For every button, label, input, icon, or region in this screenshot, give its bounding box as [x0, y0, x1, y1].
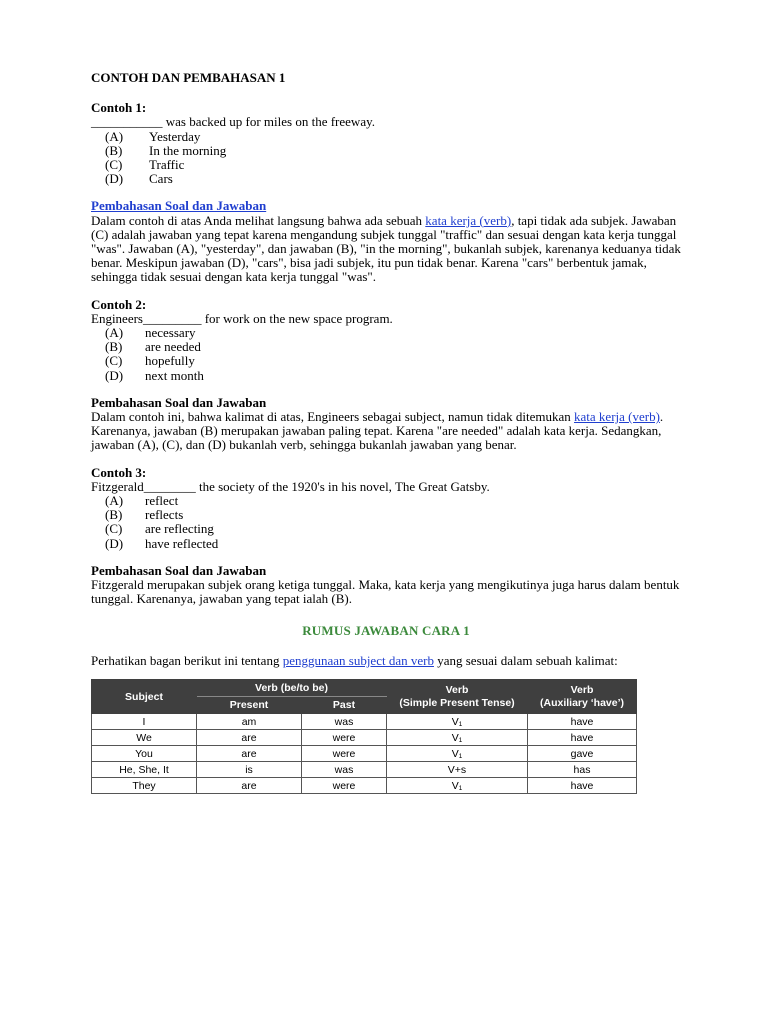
rumus-intro: Perhatikan bagan berikut ini tentang penggunaan subject dan verb yang sesuai dalam sebuah kalimat: [91, 652, 618, 668]
example-2-option-c: (C) hopefully [105, 353, 195, 369]
table-row [92, 746, 637, 762]
cell: was [302, 714, 387, 730]
example-1-option-d: (D) Cars [105, 171, 173, 187]
subject-verb-link[interactable]: penggunaan subject dan verb [282, 652, 434, 668]
header-past: Past [302, 697, 387, 714]
example-1-question: ___________ was backed up for miles on the freeway. [91, 114, 375, 130]
example-3-option-c: (C) are reflecting [105, 521, 214, 537]
example-3-option-d: (D) have reflected [105, 535, 219, 551]
cell: gave [528, 746, 637, 762]
cell: have [528, 730, 637, 746]
cell: V+s [387, 762, 528, 778]
subject-verb-table [91, 679, 637, 794]
cell: are [197, 746, 302, 762]
cell: were [302, 746, 387, 762]
example-3-option-a: (A) reflect [105, 493, 179, 509]
example-3-label: Contoh 3: [91, 464, 147, 480]
cell: have [528, 714, 637, 730]
verb-link[interactable]: kata kerja (verb) [425, 212, 512, 228]
header-verb-aux: Verb (Auxiliary ‘have’) [528, 679, 637, 713]
example-3-option-b: (B) reflects [105, 507, 184, 523]
cell: V₁ [387, 746, 528, 762]
document-page [91, 71, 681, 794]
example-2-discussion: Dalam contoh ini, bahwa kalimat di atas, Engineers sebagai subject, namun tidak ditemukan kata kerja (verb). Karenanya, jawaban (B) merupakan jawaban paling tepat. Karena "are needed" adalah kata kerja. Sedangkan, jawaban (A), (C), dan (D) bukanlah verb, sehingga bukanlah jawaban yang benar. [91, 409, 664, 453]
cell: V₁ [387, 778, 528, 794]
example-2-option-b: (B) are needed [105, 339, 201, 355]
cell: have [528, 778, 637, 794]
table-row [92, 730, 637, 746]
cell: was [302, 762, 387, 778]
cell: were [302, 778, 387, 794]
example-1-option-a: (A) Yesterday [105, 128, 201, 144]
cell: has [528, 762, 637, 778]
example-2-question: Engineers_________ for work on the new space program. [91, 310, 393, 326]
cell: He, She, It [92, 762, 197, 778]
cell: They [92, 778, 197, 794]
header-present: Present [197, 697, 302, 714]
example-2-label: Contoh 2: [91, 296, 147, 312]
cell: We [92, 730, 197, 746]
cell: are [197, 730, 302, 746]
header-verb-simple: Verb (Simple Present Tense) [387, 679, 528, 713]
cell: I [92, 714, 197, 730]
page-title: CONTOH DAN PEMBAHASAN 1 [91, 70, 286, 85]
table-row [92, 714, 637, 730]
cell: V₁ [387, 714, 528, 730]
cell: am [197, 714, 302, 730]
cell: are [197, 778, 302, 794]
table-row [92, 762, 637, 778]
header-subject: Subject [92, 679, 197, 713]
example-3-question: Fitzgerald________ the society of the 1920's in his novel, The Great Gatsby. [91, 478, 490, 494]
verb-link-2[interactable]: kata kerja (verb) [574, 409, 660, 425]
example-3-discussion: Fitzgerald merupakan subjek orang ketiga tunggal. Maka, kata kerja yang mengikutinya juga harus dalam bentuk tunggal. Karenanya, jawaban yang tepat ialah (B). [91, 577, 680, 607]
cell: You [92, 746, 197, 762]
example-3-discussion-title: Pembahasan Soal dan Jawaban [91, 562, 267, 578]
example-1-option-b: (B) In the morning [105, 142, 227, 158]
cell: is [197, 762, 302, 778]
example-2-option-d: (D) next month [105, 367, 204, 383]
example-2-discussion-title: Pembahasan Soal dan Jawaban [91, 394, 267, 410]
example-1-label: Contoh 1: [91, 100, 147, 116]
cell: were [302, 730, 387, 746]
example-1-option-c: (C) Traffic [105, 157, 185, 173]
header-verb-be: Verb (be/to be) [197, 679, 387, 696]
table-row [92, 778, 637, 794]
rumus-heading: RUMUS JAWABAN CARA 1 [302, 622, 470, 638]
example-1-discussion-link[interactable]: Pembahasan Soal dan Jawaban [91, 198, 267, 214]
example-2-option-a: (A) necessary [105, 325, 196, 341]
cell: V₁ [387, 730, 528, 746]
example-1-discussion: Dalam contoh di atas Anda melihat langsung bahwa ada sebuah kata kerja (verb), tapi tidak ada subjek. Jawaban (C) adalah jawaban yang tepat karena mengandung subjek tunggal "traffic" dan sesuai dengan kata kerja tunggal "was". Jawaban (A), "yesterday", dan jawaban (B), "in the morning", bukanlah subjek, karenanya keduanya tidak benar. Meskipun jawaban (D), "cars", bisa jadi subjek, itu pun tidak benar. Karena "cars" berbentuk jamak, sehingga tidak sesuai dengan kata kerja tunggal "was". [91, 212, 681, 285]
